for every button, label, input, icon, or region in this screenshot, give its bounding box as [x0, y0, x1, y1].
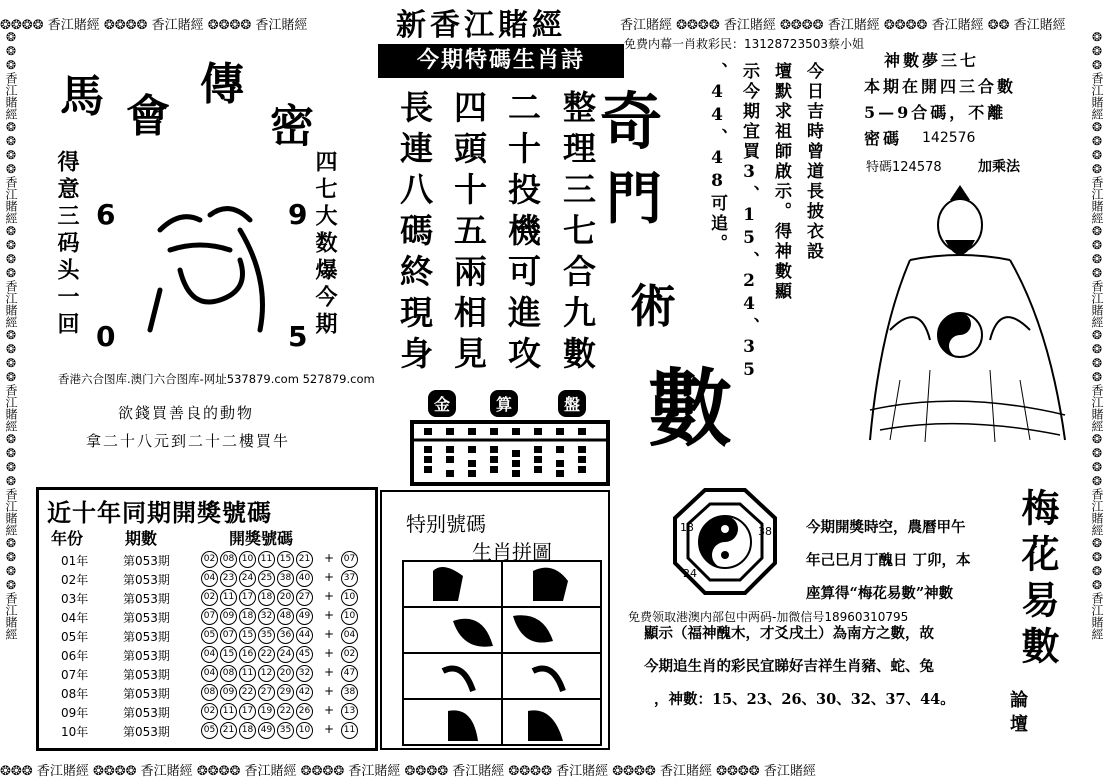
plus-sign: +	[324, 722, 335, 736]
number-ball: 02	[201, 551, 218, 568]
table-row	[39, 664, 375, 683]
number-ball: 17	[239, 589, 256, 606]
promo-text: 免费领取港澳内部包中两码-加微信号18960310795	[628, 610, 909, 624]
column-header-period: 期數	[125, 529, 158, 548]
row-period: 第053期	[123, 630, 170, 644]
left-border-strip: ❂❂❂香江賭經❂❂❂❂香江賭經❂❂❂❂香江賭經❂❂❂❂香江賭經❂❂❂❂香江賭經❂❂❂❂香江賭經	[4, 30, 18, 640]
poem-column-1: 整理三七合九數	[558, 90, 597, 377]
meihua-sign: 論壇	[1007, 690, 1028, 738]
poem-banner: 今期特碼生肖詩	[378, 44, 624, 78]
special-ball: 38	[341, 684, 358, 701]
number-ball: 11	[220, 589, 237, 606]
row-year: 05年	[61, 630, 89, 644]
title-char-2: 會	[126, 91, 170, 142]
table-row	[39, 683, 375, 702]
meihua-line-2: 年己巳月丁醜日 丁卯，本	[806, 552, 971, 569]
shenshu-line-3: 5—9合碼，不離	[864, 103, 1007, 122]
riddle-line-2: 拿二十八元到二十二樓買牛	[86, 432, 291, 450]
border-text: 香江賭經	[47, 18, 100, 32]
row-year: 01年	[61, 554, 89, 568]
row-period: 第053期	[123, 592, 170, 606]
meihua-line-3: 座算得“梅花易數”神數	[806, 585, 954, 602]
number-ball: 08	[220, 665, 237, 682]
plus-sign: +	[324, 703, 335, 717]
meihua-line-5: 今期追生肖的彩民宜睇好吉祥生肖豬、蛇、兔	[644, 658, 934, 675]
row-numbers	[201, 665, 313, 682]
right-vertical-text: 四七大数爆今期	[312, 150, 338, 339]
poem-column-3: 四頭十五兩相見	[449, 90, 488, 377]
riddle-line-1: 欲錢買善良的動物	[118, 404, 255, 422]
abacus-label: 金	[428, 390, 456, 417]
special-ball: 10	[341, 608, 358, 625]
bottom-border-strip: ❂❂❂ 香江賭經 ❂❂❂❂ 香江賭經 ❂❂❂❂ 香江賭經 ❂❂❂❂ 香江賭經 ❂❂❂❂ 香江賭經 ❂❂❂❂ 香江賭經 ❂❂❂❂ 香江賭經 ❂❂❂❂ 香江賭經	[0, 764, 816, 778]
meihua-title: 梅花易數	[1015, 488, 1060, 672]
special-title: 特别號碼	[406, 512, 486, 536]
number-ball: 08	[220, 551, 237, 568]
notice-text: 免费内幕一肖救彩民：13128723503蔡小姐	[624, 37, 864, 51]
number-ball: 49	[296, 608, 313, 625]
plus-sign: +	[324, 665, 335, 679]
column-header-year: 年份	[51, 529, 84, 548]
number-6: 6	[96, 198, 116, 231]
number-ball: 18	[258, 589, 275, 606]
shenshu-special-label: 特碼124578	[866, 160, 942, 175]
qimen-char-3: 術	[630, 279, 676, 333]
oracle-column-3: 示今期宜買3、15、24、35	[739, 62, 759, 383]
shenshu-special-suffix: 加乘法	[978, 159, 1020, 175]
number-ball: 20	[277, 665, 294, 682]
number-ball: 18	[239, 608, 256, 625]
column-header-numbers: 開獎號碼	[229, 529, 294, 548]
special-ball: 07	[341, 551, 358, 568]
oracle-column-1: 今日吉時曾道長披衣設	[803, 62, 823, 262]
number-ball: 32	[258, 608, 275, 625]
plus-sign: +	[324, 608, 335, 622]
number-ball: 02	[201, 589, 218, 606]
row-year: 02年	[61, 573, 89, 587]
abacus-label: 盤	[558, 390, 586, 417]
row-numbers	[201, 646, 313, 663]
row-period: 第053期	[123, 554, 170, 568]
special-ball: 11	[341, 722, 358, 739]
number-ball: 22	[277, 703, 294, 720]
table-row	[39, 569, 375, 588]
plus-sign: +	[324, 551, 335, 565]
bagua-num-2: 38	[758, 525, 772, 538]
row-period: 第053期	[123, 611, 170, 625]
number-9: 9	[288, 198, 308, 231]
number-ball: 02	[201, 703, 218, 720]
table-row	[39, 550, 375, 569]
plus-sign: +	[324, 627, 335, 641]
row-numbers	[201, 627, 313, 644]
special-ball: 47	[341, 665, 358, 682]
number-ball: 04	[201, 570, 218, 587]
shenshu-password-label: 密碼	[864, 129, 903, 148]
meihua-line-4: 顯示（福神醜木，才爻戌土）為南方之數，故	[644, 625, 934, 642]
number-ball: 16	[239, 646, 256, 663]
number-ball: 32	[296, 665, 313, 682]
plus-sign: +	[324, 646, 335, 660]
number-5: 5	[288, 320, 308, 353]
number-ball: 04	[201, 665, 218, 682]
row-numbers	[201, 703, 313, 720]
oracle-column-4: 、44、48可追。	[707, 62, 727, 254]
row-year: 03年	[61, 592, 89, 606]
row-numbers	[201, 722, 313, 739]
left-vertical-text: 得意三码头一回	[54, 150, 80, 339]
number-ball: 10	[296, 722, 313, 739]
number-ball: 44	[296, 627, 313, 644]
row-year: 04年	[61, 611, 89, 625]
number-ball: 07	[201, 608, 218, 625]
number-ball: 26	[296, 703, 313, 720]
special-ball: 02	[341, 646, 358, 663]
special-ball: 13	[341, 703, 358, 720]
oracle-column-2: 壇默求祖師啟示。得神數顯	[771, 62, 791, 302]
row-period: 第053期	[123, 725, 170, 739]
number-ball: 49	[258, 722, 275, 739]
table-row	[39, 645, 375, 664]
history-table	[36, 487, 378, 751]
special-ball: 37	[341, 570, 358, 587]
abacus-labels	[420, 390, 600, 420]
number-ball: 36	[277, 627, 294, 644]
number-ball: 23	[220, 570, 237, 587]
number-ball: 11	[258, 551, 275, 568]
plus-sign: +	[324, 684, 335, 698]
number-ball: 11	[239, 665, 256, 682]
border-pattern: ❂❂❂❂	[0, 18, 48, 32]
row-period: 第053期	[123, 687, 170, 701]
number-ball: 35	[258, 627, 275, 644]
number-ball: 24	[277, 646, 294, 663]
number-ball: 09	[220, 608, 237, 625]
abacus-label: 算	[490, 390, 518, 417]
row-numbers	[201, 608, 313, 625]
plus-sign: +	[324, 589, 335, 603]
shenshu-password-value: 142576	[922, 130, 976, 146]
title-char-4: 密	[270, 101, 314, 152]
number-ball: 40	[296, 570, 313, 587]
number-ball: 19	[258, 703, 275, 720]
number-ball: 18	[239, 722, 256, 739]
number-ball: 09	[220, 684, 237, 701]
website-text: 香港六合图库.澳门六合图库-网址537879.com 527879.com	[58, 372, 375, 386]
special-ball: 04	[341, 627, 358, 644]
top-border-strip: ❂❂❂❂ 香江賭經 ❂❂❂❂ 香江賭經 ❂❂❂❂ 香江賭經	[0, 18, 308, 32]
row-period: 第053期	[123, 573, 170, 587]
number-ball: 12	[258, 665, 275, 682]
row-period: 第053期	[123, 649, 170, 663]
row-year: 09年	[61, 706, 89, 720]
row-period: 第053期	[123, 706, 170, 720]
number-ball: 05	[201, 722, 218, 739]
special-subtitle: 生肖拼圖	[472, 540, 552, 564]
bagua-diagram	[660, 488, 790, 598]
qimen-char-1: 奇	[600, 85, 663, 158]
number-ball: 29	[277, 684, 294, 701]
number-ball: 27	[296, 589, 313, 606]
number-ball: 22	[239, 684, 256, 701]
number-ball: 15	[239, 627, 256, 644]
number-ball: 38	[277, 570, 294, 587]
row-numbers	[201, 570, 313, 587]
page-title: 新香江賭經	[396, 8, 566, 43]
number-ball: 21	[296, 551, 313, 568]
poem-column-2: 二十投機可進攻	[503, 90, 542, 377]
number-ball: 17	[239, 703, 256, 720]
zodiac-puzzle-grid	[402, 560, 602, 746]
zodiac-puzzle-image	[403, 561, 601, 745]
qimen-char-4: 數	[648, 359, 733, 458]
calligraphy-drawing	[140, 190, 280, 340]
right-border-strip: ❂❂❂香江賭經❂❂❂❂香江賭經❂❂❂❂香江賭經❂❂❂❂香江賭經❂❂❂❂香江賭經❂❂❂❂香江賭經	[1090, 30, 1104, 640]
special-ball: 10	[341, 589, 358, 606]
number-0: 0	[96, 320, 116, 353]
title-char-3: 傳	[200, 59, 244, 110]
row-numbers	[201, 684, 313, 701]
meihua-line-6: ，神數：15、23、26、30、32、37、44。	[654, 691, 955, 708]
number-ball: 10	[239, 551, 256, 568]
number-ball: 22	[258, 646, 275, 663]
top-border-strip-right: 香江賭經 ❂❂❂❂ 香江賭經 ❂❂❂❂ 香江賭經 ❂❂❂❂ 香江賭經 ❂❂ 香江賭經	[620, 18, 1066, 33]
number-ball: 45	[296, 646, 313, 663]
number-ball: 27	[258, 684, 275, 701]
number-ball: 11	[220, 703, 237, 720]
row-period: 第053期	[123, 668, 170, 682]
number-ball: 21	[220, 722, 237, 739]
number-ball: 25	[258, 570, 275, 587]
number-ball: 07	[220, 627, 237, 644]
table-row	[39, 607, 375, 626]
number-ball: 48	[277, 608, 294, 625]
history-table-title: 近十年同期開獎號碼	[47, 499, 272, 527]
number-ball: 08	[201, 684, 218, 701]
shenshu-line-2: 本期在開四三合數	[864, 77, 1017, 96]
number-ball: 04	[201, 646, 218, 663]
row-numbers	[201, 551, 313, 568]
number-ball: 05	[201, 627, 218, 644]
plus-sign: +	[324, 570, 335, 584]
qimen-char-2: 門	[606, 166, 662, 232]
number-ball: 20	[277, 589, 294, 606]
number-ball: 15	[277, 551, 294, 568]
poem-column-4: 長連八碼終現身	[395, 90, 434, 377]
title-char-1: 馬	[60, 71, 104, 122]
bagua-num-1: 13	[680, 521, 694, 534]
border-text: 香江賭經	[151, 18, 204, 32]
table-row	[39, 702, 375, 721]
row-year: 10年	[61, 725, 89, 739]
number-ball: 15	[220, 646, 237, 663]
border-text: 香江賭經	[255, 18, 308, 32]
row-year: 07年	[61, 668, 89, 682]
table-row	[39, 588, 375, 607]
table-row	[39, 721, 375, 740]
row-year: 06年	[61, 649, 89, 663]
number-ball: 35	[277, 722, 294, 739]
abacus-drawing	[410, 420, 610, 488]
number-ball: 24	[239, 570, 256, 587]
meihua-line-1: 今期開獎時空，農曆甲午	[806, 519, 966, 536]
table-row	[39, 626, 375, 645]
bagua-num-3: 24	[683, 567, 697, 580]
shenshu-line-1: 神數夢三七	[884, 51, 980, 70]
row-year: 08年	[61, 687, 89, 701]
taoist-figure-image	[850, 180, 1080, 450]
number-ball: 42	[296, 684, 313, 701]
row-numbers	[201, 589, 313, 606]
